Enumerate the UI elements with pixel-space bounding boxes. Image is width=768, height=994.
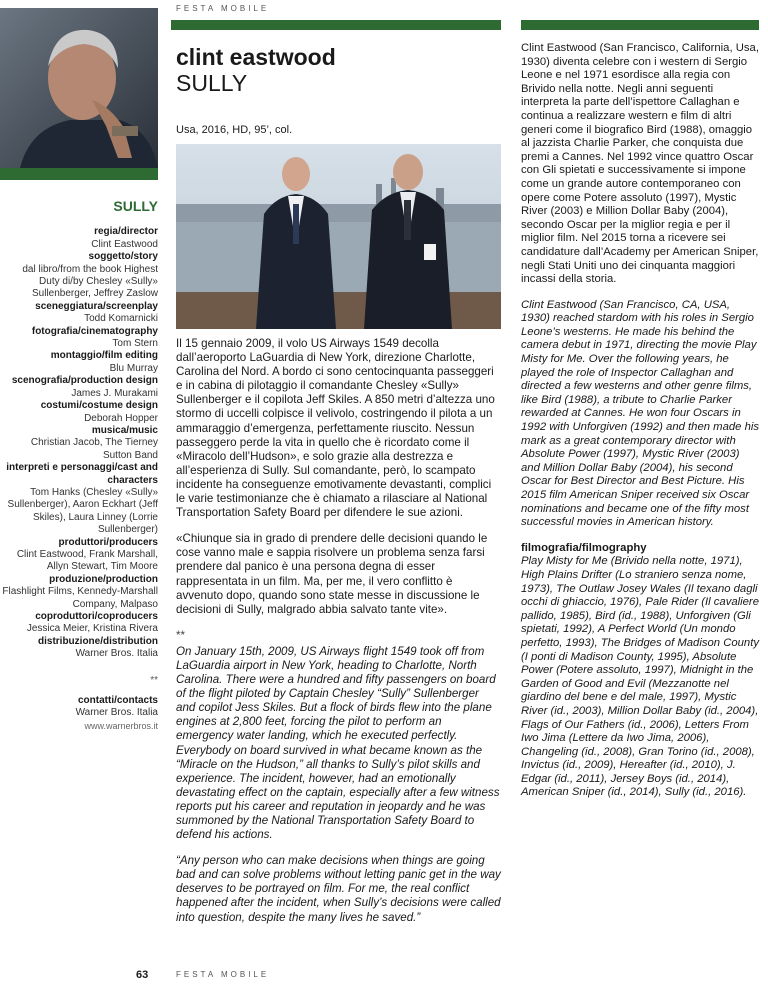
credit-role: scenografia/production design: [11, 375, 158, 387]
credit-role: regia/director: [94, 226, 158, 238]
credit-value: Christian Jacob, The Tierney Sutton Band: [30, 437, 158, 461]
credit-value: Deborah Hopper: [84, 412, 158, 424]
technical-info: Usa, 2016, HD, 95’, col.: [176, 124, 293, 136]
filmography-heading: filmografia/filmography: [521, 541, 647, 554]
synopsis-column: [176, 337, 501, 937]
credit-role: distribuzione/distribution: [38, 635, 158, 647]
credit-role: produzione/production: [49, 573, 158, 585]
credit-value: Todd Komarnicki: [84, 313, 158, 325]
synopsis-italian: Il 15 gennaio 2009, il volo US Airways 1549 decolla dall’aeroporto LaGuardia di New York, direzione Charlotte, Carolina del Nord. A bordo ci sono centocinquanta passeggeri e in cabina di pilotaggio il comandante Chesley «Sully» Sullenberger e il copilota Jeff Skiles. A 850 metri d’altezza uno stormo di uccelli colpisce il velivolo, costringendo il pilota a un ammaraggio d’emergenza, perfettamente riuscito. Nessun passeggero perde la vita in quello che è ricordato come il «Miracolo dell’Hudson», e solo grazie alla destrezza e all’esperienza di Sully. Sul comandante, però, lo scampato incidente ha conseguenze emotivamente devastanti, complici le varie testimonianze che è chiamato a rilasciare al National Transportation Safety Board per difendere le sue azioni.: [176, 337, 495, 520]
biography-italian: Clint Eastwood (San Francisco, California, Usa, 1930) diventa celebre con i western di Sergio Leone e nel 1971 esordisce alla regia con Brivido nella notte. Negli anni seguenti interpreta la parte dell’ispettore Callaghan e continua a realizzare western e film di altri generi come il biografico Bird (1988), omaggio al jazzista Charlie Parker, che conquista due premi a Cannes. Nel 1992 vince quattro Oscar con Gli spietati e successivamente si impone come un grande autore contemporaneo con opere come Potere assoluto (1997), Mystic River (2003) e Million Dollar Baby (2004), secondo Oscar per la miglior regia e per il miglior film. Nel 2015 torna a ricevere sei candidature dall’Academy per American Sniper, negli Stati Uniti uno dei cinquanta maggiori incassi della storia.: [521, 42, 759, 286]
page-number: 63: [136, 969, 149, 981]
filmography-list: Play Misty for Me (Brivido nella notte, 1971), High Plains Drifter (Lo straniero senza nome, 1973), The Outlaw Josey Wales (Il texano dagli occhi di ghiaccio, 1976), Pale Rider (Il cavaliere pallido, 1985), Bird (id., 1988), Unforgiven (Gli spietati, 1992), A Perfect World (Un mondo perfetto, 1993), The Bridges of Madison County (I ponti di Madison County, 1995), Absolute Power (Potere assoluto, 1997), Midnight in the Garden of Good and Evil (Mezzanotte nel giardino del bene e del male, 1997), Mystic River (id., 2003), Million Dollar Baby (id., 2004), Flags of Our Fathers (id., 2006), Letters From Iwo Jima (Lettere da Iwo Jima, 2006), Changeling (id., 2008), Gran Torino (id., 2008), Invictus (id., 2009), Hereafter (id., 2010), J. Edgar (id., 2011), Jersey Boys (id., 2014), American Sniper (id., 2014), Sully (id., 2016).: [521, 555, 759, 799]
credit-value: Tom Stern: [112, 338, 158, 350]
credit-role: produttori/producers: [58, 536, 158, 548]
credits-list: [0, 226, 158, 660]
contacts-value: Warner Bros. Italia: [75, 707, 158, 719]
film-still: [176, 144, 501, 329]
credit-role: sceneggiatura/screenplay: [35, 300, 158, 312]
biography-column: [521, 42, 759, 812]
director-portrait: [0, 8, 158, 168]
credit-role: montaggio/film editing: [50, 350, 158, 362]
footer-section-label: FESTA MOBILE: [176, 970, 270, 979]
credit-value: Warner Bros. Italia: [75, 648, 158, 660]
quote-english: “Any person who can make decisions when things are going bad and can solve problems without letting panic get in the way deserves to be portrayed on film. For me, the real conflict happened after the incident, when Sully’s decisions were called into question, despite the many lives he saved.”: [176, 854, 501, 924]
section-label: FESTA MOBILE: [176, 4, 270, 13]
credit-value: Flashlight Films, Kennedy-Marshall Company, Malpaso: [2, 586, 158, 610]
language-separator: **: [176, 628, 186, 642]
contacts-role: contatti/contacts: [77, 695, 158, 707]
credit-value: Clint Eastwood, Frank Marshall, Allyn Stewart, Tim Moore: [16, 548, 158, 573]
credit-value: James J. Murakami: [71, 387, 158, 399]
credit-role: coproduttori/coproducers: [35, 611, 158, 622]
credit-role: interpreti e personaggi/cast and characters: [6, 462, 158, 486]
credits-separator: **: [150, 674, 158, 686]
biography-english: Clint Eastwood (San Francisco, CA, USA, 1930) reached stardom with his roles in Sergio Leone’s westerns. He made his behind the camera debut in 1971, directing the movie Play Misty for Me. Over the following years, he played the role of Inspector Callaghan and directed a few westerns and other genre films, like Bird (1988), a tribute to Charlie Parker rewarded at Cannes. He won four Oscars in 1992 with Unforgiven (1992) and then made his mark as a great contemporary director with Absolute Power (1997), Mystic River (2003) and Million Dollar Baby (2004), his second Oscar for Best Director and Best Picture. His 2015 film American Sniper received six Oscar nominations and became one of the fifty most successful movies in American history.: [521, 298, 760, 529]
sidebar-film-title: SULLY: [113, 198, 158, 214]
credit-role: fotografia/cinematography: [31, 325, 158, 337]
quote-italian: «Chiunque sia in grado di prendere delle decisioni quando le cose vanno male e sappia risolvere un problema senza farsi prendere dal panico è una persona degna di esser rappresentata in un film. Ma, per me, il vero conflitto è avvenuto dopo, quando sono state messe in discussione le decisioni di Sully, malgrado abbia salvato tante vite».: [176, 532, 488, 616]
credit-role: costumi/costume design: [40, 400, 158, 412]
header-band: [171, 20, 501, 30]
credit-value: Jessica Meier, Kristina Rivera: [26, 623, 158, 635]
film-title: SULLY: [176, 70, 248, 96]
website-link[interactable]: www.warnerbros.it: [84, 720, 158, 731]
credit-value: Blu Murray: [109, 362, 158, 374]
director-name: clint eastwood: [176, 44, 336, 70]
synopsis-english: On January 15th, 2009, US Airways flight 1549 took off from LaGuardia airport in New York, heading to Charlotte, North Carolina. There were a hundred and fifty passengers on board of the flight piloted by Captain Chesley “Sully” Sullenberger and copilot Jess Skiles. But a flock of birds flew into the plane engines at 2,800 feet, forcing the pilot to perform an emergency water landing, which he executed perfectly. Everybody on board survived in what became known as the “Miracle on the Hudson,” all thanks to Sully’s pilot skills and experience. The incident, however, had an emotionally devastating effect on the captain, especially after a few witness reports put his career and reputation in jeopardy and he was summoned by the National Transportation Safety Board to defend his actions.: [176, 644, 500, 842]
credit-role: soggetto/story: [88, 251, 158, 263]
credit-role: musica/music: [91, 424, 158, 436]
sidebar-accent-strip: [0, 168, 158, 180]
credit-value: Clint Eastwood: [91, 238, 158, 250]
credits-sidebar: [0, 200, 158, 732]
header-band-right: [521, 20, 759, 30]
credit-value: Tom Hanks (Chesley «Sully» Sullenberger), Aaron Eckhart (Jeff Skiles), Laura Linney (Lorrie Sullenberger): [7, 486, 158, 536]
credit-value: dal libro/from the book Highest Duty di/by Chesley «Sully» Sullenberger, Jeffrey Zaslow: [22, 263, 158, 300]
